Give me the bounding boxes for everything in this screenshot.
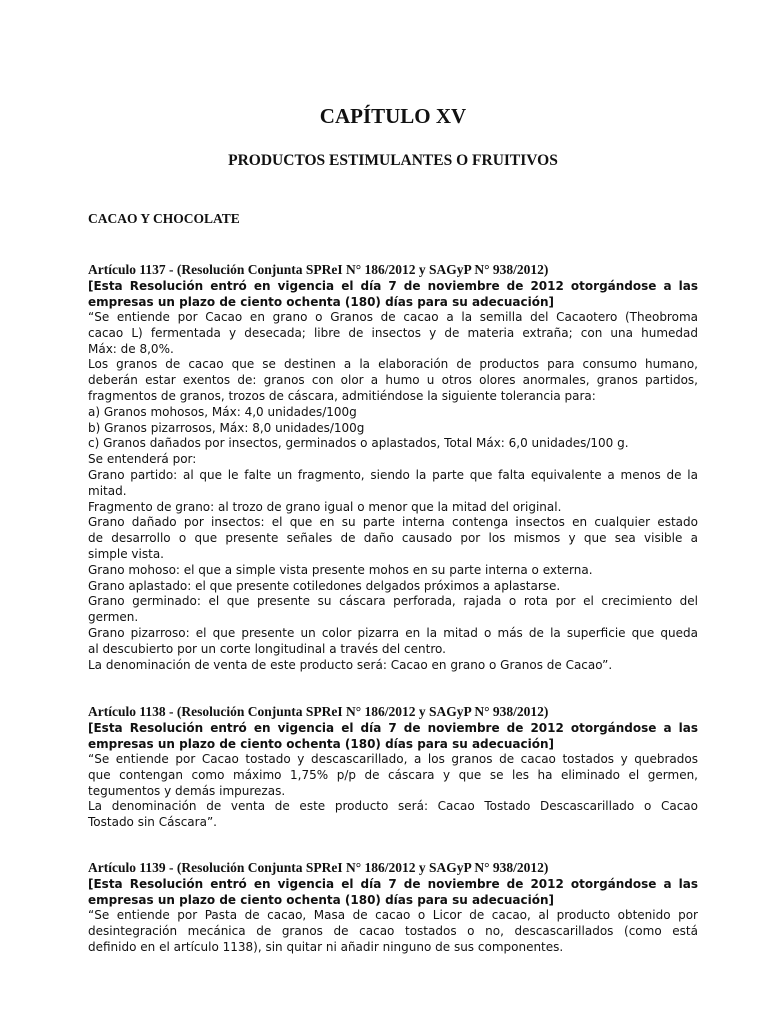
article-text-line: fragmentos de granos, trozos de cáscara, admitiéndose la siguiente tolerancia para:	[88, 388, 596, 403]
article-text-line: a) Granos mohosos, Máx: 4,0 unidades/100g	[88, 404, 357, 419]
article-text-line: simple vista.	[88, 546, 164, 561]
article-text-line: tegumentos y demás impurezas.	[88, 783, 286, 798]
article-text-line: La denominación de venta de este producto será: Cacao Tostado Descascarillado o Cacao	[88, 799, 698, 814]
article-text-line: La denominación de venta de este producto será: Cacao en grano o Granos de Cacao”.	[88, 657, 613, 672]
article-note: [Esta Resolución entró en vigencia el día 7 de noviembre de 2012 otorgándose a las	[88, 877, 698, 891]
article-text-line: c) Granos dañados por insectos, germinados o aplastados, Total Máx: 6,0 unidades/100 g.	[88, 436, 629, 451]
article-text-line: Grano dañado por insectos: el que en su parte interna contenga insectos en cualquier estado	[88, 515, 698, 530]
article-text-line: Fragmento de grano: al trozo de grano igual o menor que la mitad del original.	[88, 499, 562, 514]
article-1137	[88, 262, 698, 673]
article-1138	[88, 704, 698, 831]
article-text-line: “Se entiende por Cacao en grano o Granos de cacao a la semilla del Cacaotero (Theobroma	[88, 310, 698, 324]
article-text-line: de desarrollo o que presente señales de daño causado por los mismos y que sea visible a	[88, 531, 698, 546]
article-text-line: Tostado sin Cáscara”.	[88, 815, 217, 830]
article-text-line: Máx: de 8,0%.	[88, 341, 174, 356]
article-note: [Esta Resolución entró en vigencia el día 7 de noviembre de 2012 otorgándose a las	[88, 279, 698, 293]
chapter-subtitle: PRODUCTOS ESTIMULANTES O FRUITIVOS	[228, 152, 558, 169]
article-text-line: desintegración mecánica de granos de cacao tostados o no, descascarillados (como está	[88, 923, 698, 938]
article-text-line: al descubierto por un corte longitudinal a través del centro.	[88, 641, 446, 656]
article-text-line: que contengan como máximo 1,75% p/p de cáscara y que se les ha eliminado el germen,	[88, 767, 698, 782]
article-text-line: definido en el artículo 1138), sin quitar ni añadir ninguno de sus componentes.	[88, 939, 564, 954]
article-text-line: Se entenderá por:	[88, 452, 197, 467]
article-text-line: Grano pizarroso: el que presente un color pizarra en la mitad o más de la superficie que queda	[88, 625, 698, 640]
article-title: Artículo 1139 - (Resolución Conjunta SPReI N° 186/2012 y SAGyP N° 938/2012)	[88, 860, 549, 875]
article-note: empresas un plazo de ciento ochenta (180) días para su adecuación]	[88, 295, 555, 309]
article-text-line: cacao L) fermentada y desecada; libre de insectos y de materia extraña; con una humedad	[88, 325, 698, 340]
article-text-line: Los granos de cacao que se destinen a la elaboración de productos para consumo humano,	[88, 357, 698, 372]
article-text-line: Grano germinado: el que presente su cáscara perforada, rajada o rota por el crecimiento del	[88, 594, 698, 609]
chapter-title: CAPÍTULO XV	[319, 104, 467, 128]
article-text-line: b) Granos pizarrosos, Máx: 8,0 unidades/100g	[88, 420, 365, 435]
article-text-line: deberán estar exentos de: granos con olor a humo u otros olores anormales, granos partidos,	[88, 373, 698, 388]
article-text-line: Grano aplastado: el que presente cotiledones delgados próximos a aplastarse.	[88, 578, 561, 593]
article-text-line: “Se entiende por Pasta de cacao, Masa de cacao o Licor de cacao, al producto obtenido por	[88, 908, 698, 922]
article-text-line: Grano partido: al que le falte un fragmento, siendo la parte que falta equivalente a menos de la	[88, 467, 698, 482]
article-note: empresas un plazo de ciento ochenta (180) días para su adecuación]	[88, 893, 555, 907]
article-note: [Esta Resolución entró en vigencia el día 7 de noviembre de 2012 otorgándose a las	[88, 721, 698, 735]
article-1139	[88, 860, 698, 955]
section-title: CACAO Y CHOCOLATE	[88, 211, 240, 226]
article-text-line: mitad.	[88, 483, 127, 498]
article-title: Artículo 1137 - (Resolución Conjunta SPReI N° 186/2012 y SAGyP N° 938/2012)	[88, 262, 549, 277]
article-text-line: Grano mohoso: el que a simple vista presente mohos en su parte interna o externa.	[88, 562, 593, 577]
article-note: empresas un plazo de ciento ochenta (180) días para su adecuación]	[88, 737, 555, 751]
article-text-line: germen.	[88, 610, 139, 625]
article-text-line: “Se entiende por Cacao tostado y descascarillado, a los granos de cacao tostados y quebrados	[88, 752, 698, 766]
article-title: Artículo 1138 - (Resolución Conjunta SPReI N° 186/2012 y SAGyP N° 938/2012)	[88, 704, 549, 719]
